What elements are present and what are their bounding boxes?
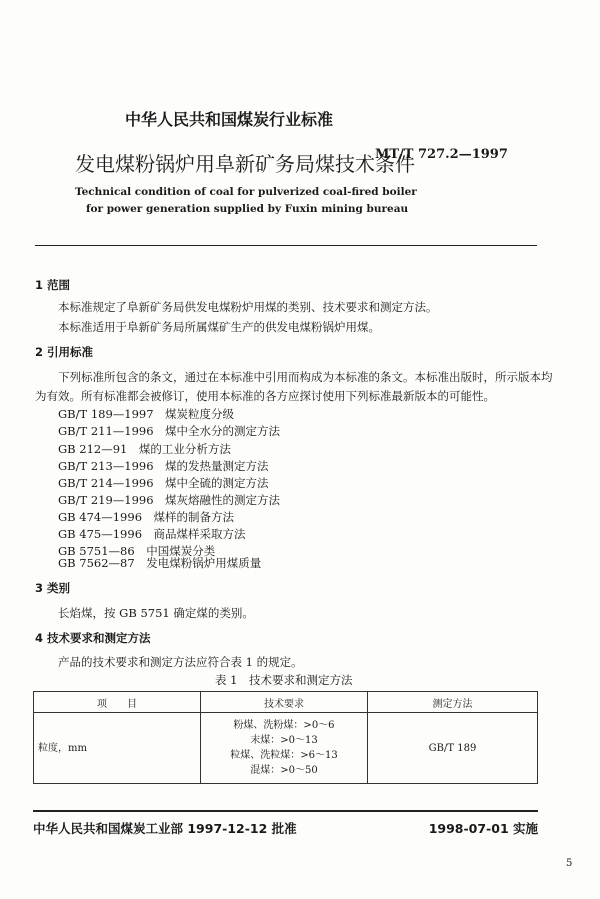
table-header-item: 项 目 (34, 692, 201, 713)
section-2-para-1a: 下列标准所包含的条文，通过在本标准中引用而构成为本标准的条文。本标准出版时，所示版本均 (58, 370, 553, 384)
reference-item: GB 7562—87 发电煤粉锅炉用煤质量 (58, 556, 262, 570)
requirement-line: 混煤：>0～50 (250, 765, 318, 776)
reference-item: GB 474—1996 煤样的制备方法 (58, 510, 235, 524)
section-4-para-1: 产品的技术要求和测定方法应符合表 1 的规定。 (58, 655, 303, 669)
table-cell-method: GB/T 189 (368, 713, 538, 784)
reference-item: GB 475—1996 商品煤样采取方法 (58, 527, 246, 541)
section-4-heading: 4 技术要求和测定方法 (35, 631, 151, 645)
page-number: 5 (566, 858, 573, 869)
reference-item: GB/T 211—1996 煤中全水分的测定方法 (58, 424, 281, 438)
requirement-line: 末煤：>0～13 (250, 735, 318, 746)
section-1-para-2: 本标准适用于阜新矿务局所属煤矿生产的供发电煤粉锅炉用煤。 (58, 320, 380, 334)
reference-item: GB/T 213—1996 煤的发热量测定方法 (58, 459, 269, 473)
section-2-heading: 2 引用标准 (35, 345, 94, 359)
header-divider (35, 245, 537, 246)
reference-item: GB/T 189—1997 煤炭粒度分级 (58, 407, 235, 421)
title-cn: 发电煤粉锅炉用阜新矿务局煤技术条件 (75, 152, 415, 176)
table-caption: 表 1 技术要求和测定方法 (215, 673, 353, 687)
table-header-method: 测定方法 (368, 692, 538, 713)
section-1-heading: 1 范围 (35, 278, 71, 292)
reference-item: GB 5751—86 中国煤炭分类 (58, 544, 216, 558)
effective-date: 1998-07-01 实施 (428, 821, 538, 836)
requirement-line: 粒煤、洗粒煤：>6～13 (230, 750, 338, 761)
title-en-line-2: for power generation supplied by Fuxin mining bureau (86, 203, 409, 215)
section-3-heading: 3 类别 (35, 581, 71, 595)
requirements-table (33, 691, 538, 784)
reference-item: GB/T 214—1996 煤中全硫的测定方法 (58, 476, 269, 490)
reference-item: GB/T 219—1996 煤灰熔融性的测定方法 (58, 493, 281, 507)
table-cell-item: 粒度，mm (34, 713, 201, 784)
reference-item: GB 212—91 煤的工业分析方法 (58, 442, 231, 456)
issuing-body: 中华人民共和国煤炭行业标准 (125, 110, 334, 129)
footer-divider (33, 810, 538, 812)
requirement-line: 粉煤、洗粉煤：>0～6 (233, 720, 335, 731)
approval-note: 中华人民共和国煤炭工业部 1997-12-12 批准 (33, 821, 297, 836)
section-3-para-1: 长焰煤，按 GB 5751 确定煤的类别。 (58, 606, 254, 620)
table-cell-requirements (201, 713, 368, 784)
standard-number: MT/T 727.2—1997 (375, 147, 508, 162)
title-en-line-1: Technical condition of coal for pulverized coal-fired boiler (75, 186, 417, 198)
section-1-para-1: 本标准规定了阜新矿务局供发电煤粉炉用煤的类别、技术要求和测定方法。 (58, 300, 438, 314)
table-header-requirement: 技术要求 (201, 692, 368, 713)
table-row (34, 713, 538, 784)
section-2-para-1b: 为有效。所有标准都会被修订，使用本标准的各方应探讨使用下列标准最新版本的可能性。 (35, 389, 495, 403)
